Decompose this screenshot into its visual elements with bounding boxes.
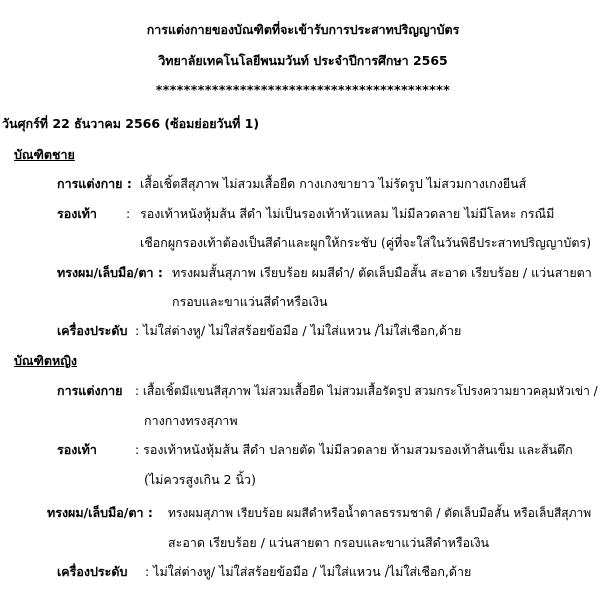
female-hair-text-1: ทรงผมสุภาพ เรียบร้อย ผมสีดำหรือน้ำตาลธรรมชาติ / ตัดเล็บมือสั้น หรือเล็บสีสุภาพ bbox=[168, 506, 592, 520]
female-shoes-text-2: (ไม่ควรสูงเกิน 2 นิ้ว) bbox=[144, 472, 256, 487]
male-accessories-text: : ไม่ใส่ต่างหู/ ไม่ใส่สร้อยข้อมือ / ไม่ใส่แหวน /ไม่ใส่เชือก,ด้าย bbox=[135, 323, 462, 338]
male-accessories-label: เครื่องประดับ bbox=[57, 323, 128, 338]
male-hair-text-1: ทรงผมสั้นสุภาพ เรียบร้อย ผมสีดำ/ ตัดเล็บมือสั้น สะอาด เรียบร้อย / แว่นสายตา bbox=[172, 265, 592, 280]
date-line: วันศุกร์ที่ 22 ธันวาคม 2566 (ซ้อมย่อยวันที่ 1) bbox=[2, 116, 260, 131]
female-shoes-label: รองเท้า bbox=[57, 442, 97, 457]
male-shoes-colon: : bbox=[126, 206, 131, 221]
female-hair-text-2: สะอาด เรียบร้อย / แว่นสายตา กรอบและขาแว่นสีดำหรือเงิน bbox=[168, 535, 490, 550]
male-heading: บัณฑิตชาย bbox=[14, 147, 75, 162]
male-hair-text-2: กรอบและขาแว่นสีดำหรือเงิน bbox=[172, 294, 328, 309]
male-dress-text: เสื้อเชิ้ตสีสุภาพ ไม่สวมเสื้อยืด กางเกงขายาว ไม่รัดรูป ไม่สวมกางเกงยีนส์ bbox=[140, 176, 527, 191]
female-dress-text-1: : เสื้อเชิ้ตมีแขนสีสุภาพ ไม่สวมเสื้อยืด ไม่สวมเสื้อรัดรูป สวมกระโปรงความยาวคลุมหัวเข่า / bbox=[135, 384, 598, 398]
male-shoes-text-2: เชือกผูกรองเท้าต้องเป็นสีดำและผูกให้กระชับ (คู่ที่จะใส่ในวันพิธีประสาทปริญญาบัตร) bbox=[140, 235, 592, 250]
male-shoes-label: รองเท้า bbox=[57, 206, 97, 221]
male-dress-label: การแต่งกาย : bbox=[57, 176, 132, 191]
female-accessories-label: เครื่องประดับ bbox=[57, 564, 128, 579]
male-shoes-text-1: รองเท้าหนังหุ้มส้น สีดำ ไม่เป็นรองเท้าหัวแหลม ไม่มีลวดลาย ไม่มีโลหะ กรณีมี bbox=[140, 206, 555, 221]
document-title: การแต่งกายของบัณฑิตที่จะเข้ารับการประสาทปริญญาบัตร bbox=[146, 22, 460, 37]
female-hair-label: ทรงผม/เล็บมือ/ตา : bbox=[47, 505, 153, 520]
male-hair-label: ทรงผม/เล็บมือ/ตา : bbox=[57, 265, 163, 280]
document-subtitle: วิทยาลัยเทคโนโลยีพนมวันท์ ประจำปีการศึกษา 2565 bbox=[158, 53, 448, 68]
female-dress-text-2: กางกางทรงสุภาพ bbox=[144, 413, 238, 428]
separator-stars: ****************************************** bbox=[155, 82, 451, 97]
female-dress-label: การแต่งกาย bbox=[57, 383, 123, 398]
female-heading: บัณฑิตหญิง bbox=[14, 353, 78, 368]
female-accessories-text: : ไม่ใส่ต่างหู/ ไม่ใส่สร้อยข้อมือ / ไม่ใส่แหวน /ไม่ใส่เชือก,ด้าย bbox=[145, 564, 472, 579]
female-shoes-text-1: : รองเท้าหนังหุ้มส้น สีดำ ปลายตัด ไม่มีลวดลาย ห้ามสวมรองเท้าส้นเข็ม และส้นตึก bbox=[135, 442, 573, 457]
